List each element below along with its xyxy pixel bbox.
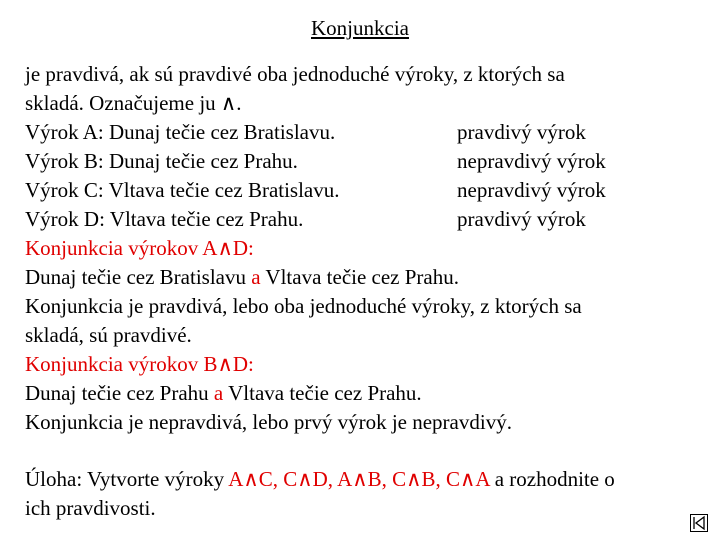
statement-d-value: pravdivý výrok [457, 207, 586, 231]
statement-d-text: Výrok D: Vltava tečie cez Prahu. [25, 207, 304, 231]
example1-connector: a [251, 265, 261, 289]
statement-b-value: nepravdivý výrok [457, 149, 606, 173]
intro-line-2: skladá. Označujeme ju ∧. [25, 91, 242, 115]
statement-c-text: Výrok C: Vltava tečie cez Bratislavu. [25, 178, 340, 202]
intro-line-1: je pravdivá, ak sú pravdivé oba jednoduché výroky, z ktorých sa [25, 62, 565, 86]
example2-explanation: Konjunkcia je nepravdivá, lebo prvý výrok je nepravdivý. [25, 410, 512, 434]
example1-explanation-2: skladá, sú pravdivé. [25, 323, 192, 347]
example2-sentence [25, 379, 422, 408]
return-icon-glyph [691, 515, 707, 531]
statement-c-value: nepravdivý výrok [457, 178, 606, 202]
example1-part1: Dunaj tečie cez Bratislavu [25, 265, 252, 289]
example1-part2: Vltava tečie cez Prahu. [260, 265, 459, 289]
statement-b-text: Výrok B: Dunaj tečie cez Prahu. [25, 149, 298, 173]
example2-heading: Konjunkcia výrokov B∧D: [25, 352, 254, 376]
return-icon[interactable] [690, 514, 708, 532]
statement-a-value: pravdivý výrok [457, 120, 586, 144]
statement-a-text: Výrok A: Dunaj tečie cez Bratislavu. [25, 120, 336, 144]
task-items: A∧C, C∧D, A∧B, C∧B, C∧A [228, 467, 490, 491]
example2-connector: a [213, 381, 224, 405]
example1-heading: Konjunkcia výrokov A∧D: [25, 236, 254, 260]
task-suffix: a rozhodnite o [489, 467, 615, 491]
page-title: Konjunkcia [311, 16, 409, 40]
task-prefix: Úloha: Vytvorte výroky [25, 467, 229, 491]
example2-part2: Vltava tečie cez Prahu. [223, 381, 422, 405]
example1-explanation-1: Konjunkcia je pravdivá, lebo oba jednoduché výroky, z ktorých sa [25, 294, 582, 318]
task-line-1 [25, 465, 615, 494]
task-line-2: ich pravdivosti. [25, 496, 156, 520]
example1-sentence [25, 263, 459, 292]
example2-part1: Dunaj tečie cez Prahu [25, 381, 214, 405]
